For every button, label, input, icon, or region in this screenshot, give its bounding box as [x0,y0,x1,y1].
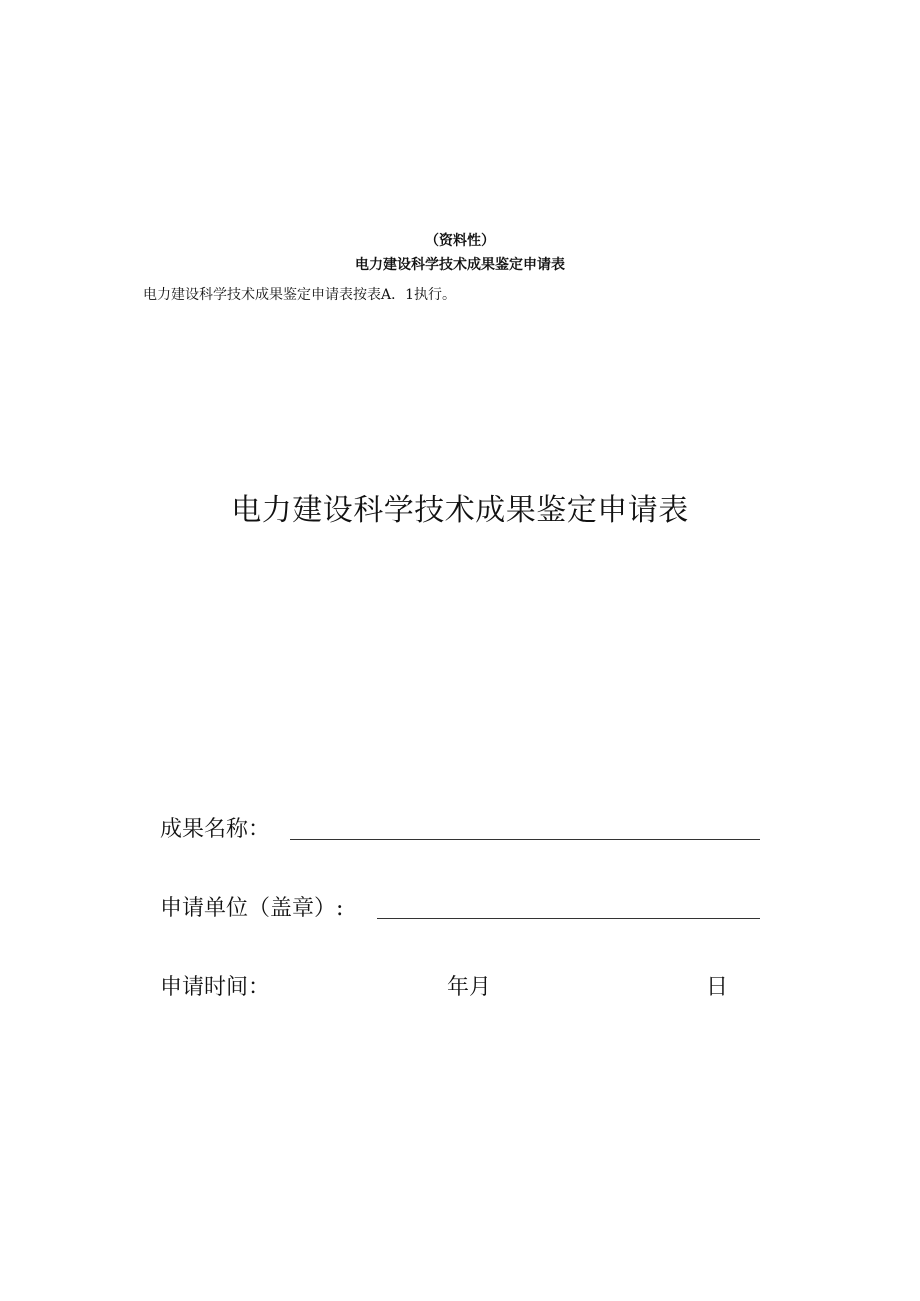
intro-text: 电力建设科学技术成果鉴定申请表按表A．1执行。 [143,287,457,303]
appendix-note: （资料性） [425,233,495,249]
application-date-label: 申请时间： [160,975,271,1000]
applicant-unit-label: 申请单位（盖章）: [160,896,344,921]
appendix-title: 电力建设科学技术成果鉴定申请表 [355,257,565,273]
applicant-unit-line [377,918,760,919]
year-month-label: 年月 [447,975,492,1000]
achievement-name-line [290,839,760,840]
achievement-name-label: 成果名称： [160,817,271,842]
form-title: 电力建设科学技术成果鉴定申请表 [231,493,689,528]
day-label: 日 [706,975,729,1000]
